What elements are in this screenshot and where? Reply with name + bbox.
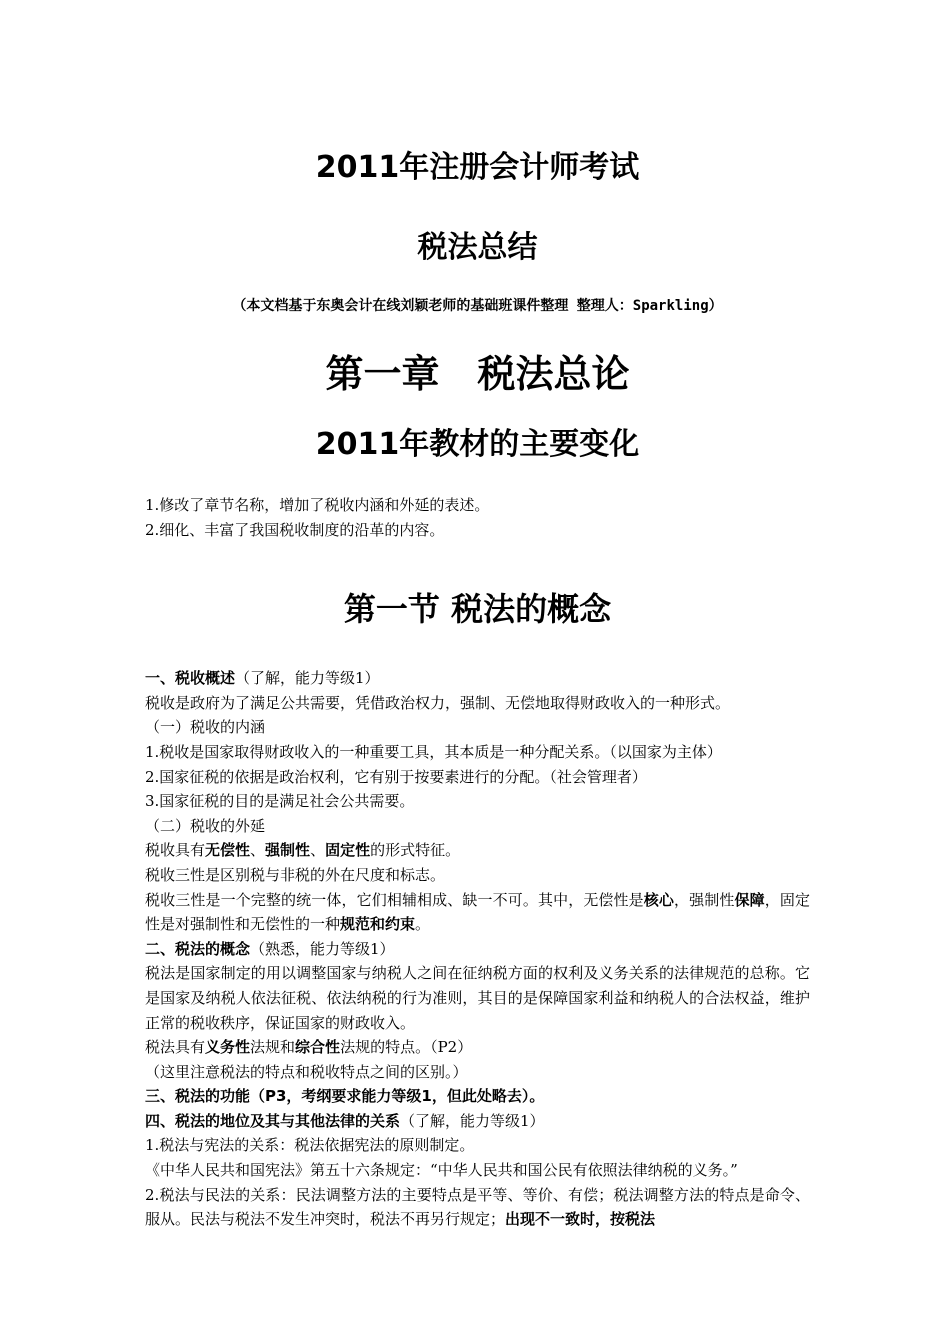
text-run: 税收具有 <box>145 841 206 860</box>
paragraph: （这里注意税法的特点和税收特点之间的区别。） <box>145 1062 468 1081</box>
changes-heading: 2011年教材的主要变化 <box>315 427 640 462</box>
paragraph-law-features <box>145 1035 810 1060</box>
heading-tax-law-concept <box>145 937 810 962</box>
section-body <box>145 666 810 1232</box>
list-item: 1.税收是国家取得财政收入的一种重要工具，其本质是一种分配关系。（以国家为主体） <box>145 742 722 761</box>
heading-note: （了解，能力等级1） <box>235 669 380 688</box>
changes-list <box>145 493 810 542</box>
text-run: 法规和 <box>250 1038 296 1057</box>
heading-text: 四、税法的地位及其与其他法律的关系 <box>145 1111 401 1130</box>
heading-tax-law-status <box>145 1109 810 1134</box>
bold-run: 出现不一致时，按税法 <box>505 1210 656 1229</box>
text-run: 、 <box>250 841 266 860</box>
list-item: 2.国家征税的依据是政治权利，它有别于按要素进行的分配。（社会管理者） <box>145 767 647 786</box>
text-run: 、 <box>310 841 326 860</box>
text-run: 的形式特征。 <box>370 841 461 860</box>
text-run: ，固定性是对强制性和无偿性的一种 <box>145 890 810 934</box>
text-run: 法规的特点。（P2） <box>340 1038 473 1057</box>
bold-run: 固定性 <box>325 841 371 860</box>
subheading: （二）税收的外延 <box>145 816 266 835</box>
chapter-heading: 第一章 税法总论 <box>325 351 630 396</box>
quote-paragraph: 《中华人民共和国宪法》第五十六条规定：“中华人民共和国公民有依照法律纳税的义务。” <box>145 1161 738 1180</box>
heading-tax-law-function: 三、税法的功能（P3，考纲要求能力等级1，但此处略去）。 <box>145 1087 545 1106</box>
text-run: 2.税法与民法的关系：民法调整方法的主要特点是平等、等价、有偿；税法调整方法的特点是命令、服从。民法与税法不发生冲突时，税法不再另行规定； <box>145 1185 810 1229</box>
section-heading: 第一节 税法的概念 <box>343 590 612 629</box>
heading-text: 一、税收概述 <box>145 669 236 688</box>
bold-run: 无偿性 <box>205 841 251 860</box>
paragraph-unity <box>145 888 810 937</box>
bold-run: 综合性 <box>295 1038 341 1057</box>
list-item: 3.国家征税的目的是满足社会公共需要。 <box>145 792 415 811</box>
heading-note: （熟悉，能力等级1） <box>250 939 395 958</box>
document-subtitle: 税法总结 <box>417 230 538 265</box>
heading-tax-overview <box>145 666 810 691</box>
paragraph-features <box>145 838 810 863</box>
document-note: （本文档基于东奥会计在线刘颖老师的基础班课件整理 整理人：Sparkling） <box>232 298 723 314</box>
list-item-civil-law <box>145 1183 810 1232</box>
document-title: 2011年注册会计师考试 <box>315 150 640 185</box>
text-run: 税收三性是一个完整的统一体，它们相辅相成、缺一不可。其中，无偿性是 <box>145 890 644 909</box>
text-run: 。 <box>415 915 431 934</box>
heading-note: （了解，能力等级1） <box>400 1111 545 1130</box>
bold-run: 核心 <box>643 890 675 909</box>
bold-run: 保障 <box>734 890 765 909</box>
text-run: 税法具有 <box>145 1038 206 1057</box>
bold-run: 规范和约束 <box>340 915 416 934</box>
paragraph: 税收是政府为了满足公共需要，凭借政治权力，强制、无偿地取得财政收入的一种形式。 <box>145 693 731 712</box>
bold-run: 义务性 <box>205 1038 251 1057</box>
heading-text: 二、税法的概念 <box>145 939 251 958</box>
document-content <box>145 146 810 1232</box>
text-run: ，强制性 <box>674 890 735 909</box>
list-item: 1.税法与宪法的关系：税法依据宪法的原则制定。 <box>145 1136 475 1155</box>
subheading: （一）税收的内涵 <box>145 718 266 737</box>
bold-run: 强制性 <box>265 841 311 860</box>
paragraph: 税收三性是区别税与非税的外在尺度和标志。 <box>145 865 446 884</box>
change-item: 1.修改了章节名称，增加了税收内涵和外延的表述。 <box>145 496 490 514</box>
change-item: 2.细化、丰富了我国税收制度的沿革的内容。 <box>145 520 445 539</box>
paragraph: 税法是国家制定的用以调整国家与纳税人之间在征纳税方面的权利及义务关系的法律规范的总称。它是国家及纳税人依法征税、依法纳税的行为准则，其目的是保障国家利益和纳税人的合法权益，维护正常的税收秩序，保证国家的财政收入。 <box>145 964 810 1032</box>
